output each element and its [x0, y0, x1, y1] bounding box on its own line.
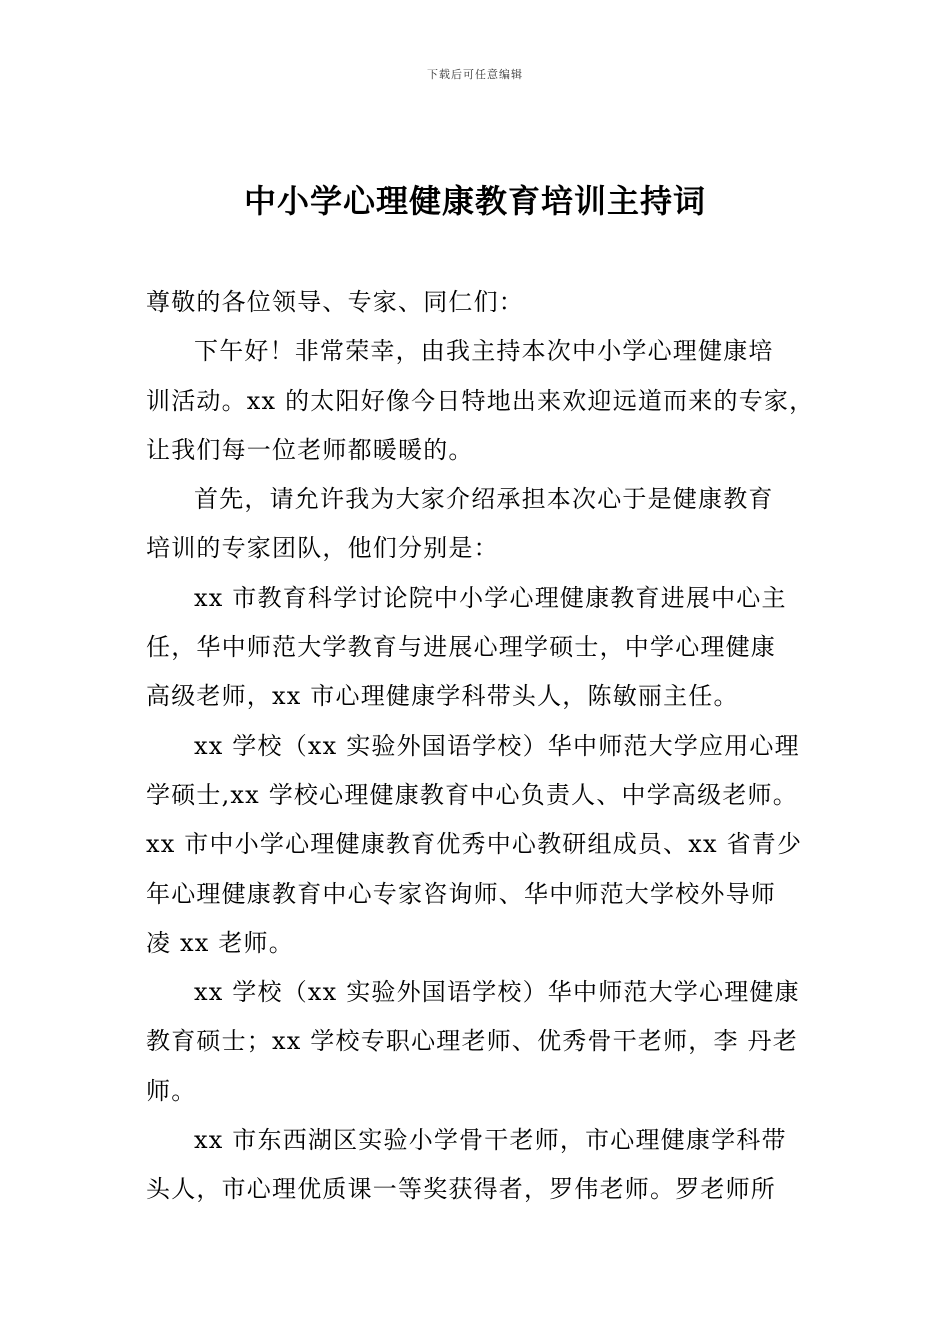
text-line: xx 学校（xx 实验外国语学校）华中师范大学应用心理 — [194, 731, 800, 760]
text-line: 下午好！非常荣幸，由我主持本次中小学心理健康培 — [194, 337, 774, 366]
document-title: 中小学心理健康教育培训主持词 — [243, 182, 706, 220]
text-line: 凌 xx 老师。 — [146, 928, 294, 957]
text-line: 首先，请允许我为大家介绍承担本次心于是健康教育 — [194, 485, 774, 514]
text-line: 学硕士,xx 学校心理健康教育中心负责人、中学高级老师。 — [146, 780, 798, 809]
text-line: 培训的专家团队，他们分别是： — [146, 534, 499, 563]
document-body — [146, 278, 815, 1215]
text-line: xx 学校（xx 实验外国语学校）华中师范大学心理健康 — [194, 978, 800, 1007]
text-line: xx 市中小学心理健康教育优秀中心教研组成员、xx 省青少 — [146, 830, 803, 859]
text-line: 任，华中师范大学教育与进展心理学硕士，中学心理健康 — [146, 633, 776, 662]
text-line: 高级老师，xx 市心理健康学科带头人，陈敏丽主任。 — [146, 682, 739, 711]
text-line: xx 市教育科学讨论院中小学心理健康教育进展中心主 — [194, 583, 787, 612]
text-line: xx 市东西湖区实验小学骨干老师，市心理健康学科带 — [194, 1126, 787, 1155]
text-line: 尊敬的各位领导、专家、同仁们： — [146, 288, 524, 316]
text-line: 教育硕士；xx 学校专职心理老师、优秀骨干老师，李 丹老 — [146, 1027, 798, 1056]
text-line: 训活动。xx 的太阳好像今日特地出来欢迎远道而来的专家， — [146, 386, 815, 415]
header-note: 下载后可任意编辑 — [427, 68, 523, 81]
text-line: 头人，市心理优质课一等奖获得者，罗伟老师。罗老师所 — [146, 1175, 776, 1204]
text-line: 让我们每一位老师都暖暖的。 — [146, 435, 474, 464]
text-line: 年心理健康教育中心专家咨询师、华中师范大学校外导师 — [146, 879, 776, 908]
text-line: 师。 — [146, 1076, 197, 1105]
